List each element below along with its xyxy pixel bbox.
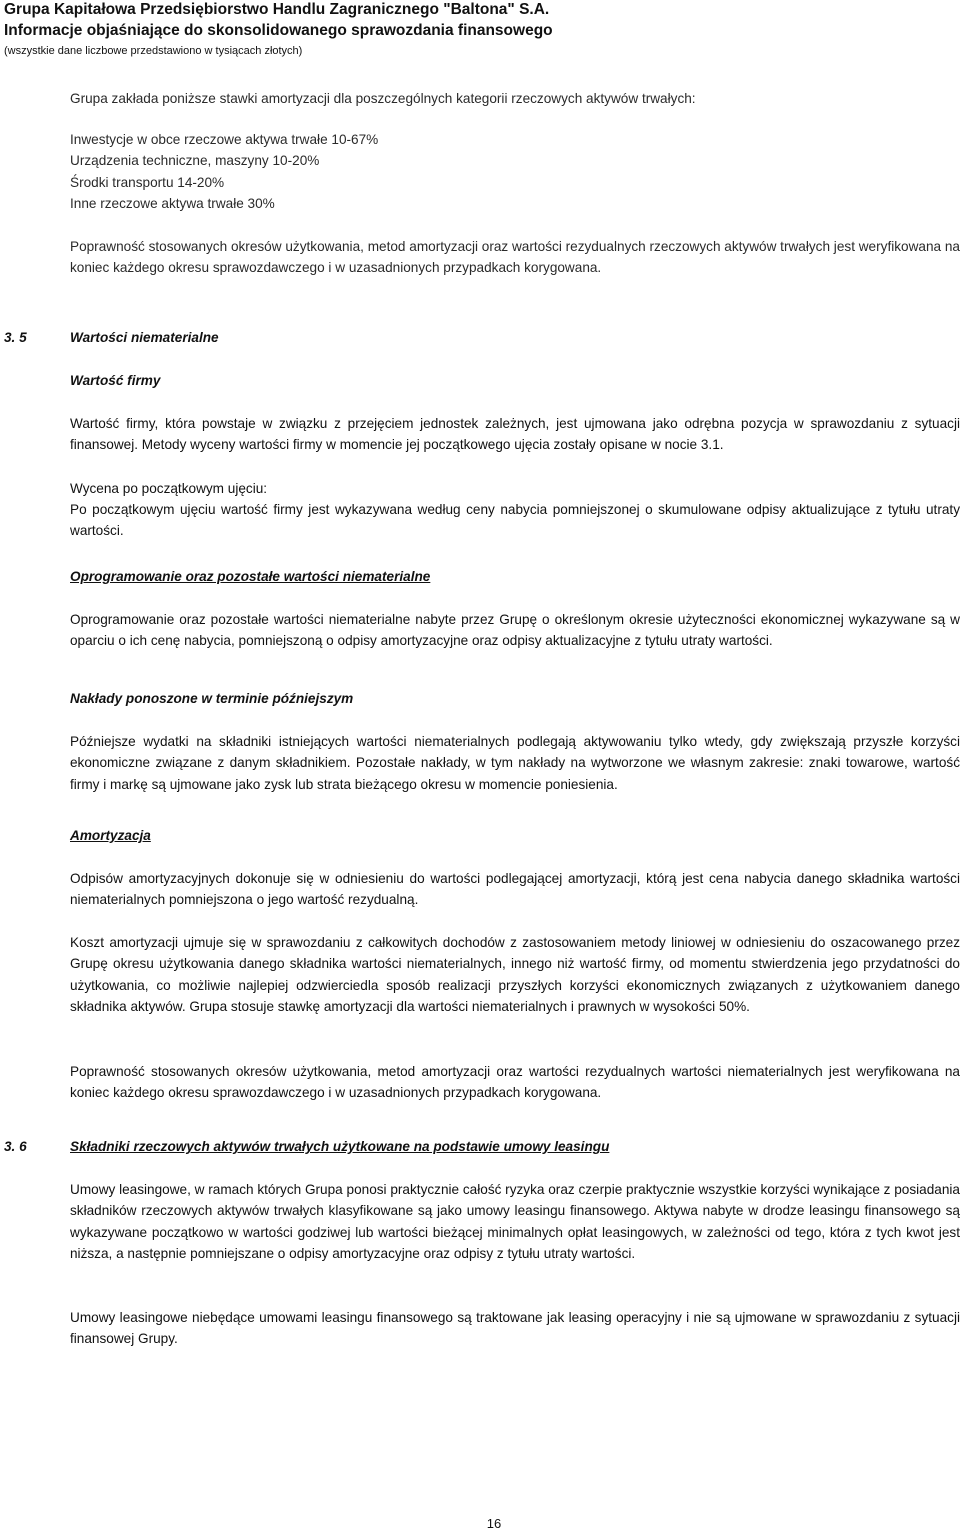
rate-item: Urządzenia techniczne, maszyny 10-20% [70, 153, 320, 169]
section-title: Składniki rzeczowych aktywów trwałych użytkowane na podstawie umowy leasingu [70, 1139, 610, 1154]
amortization-paragraph-3: Poprawność stosowanych okresów użytkowania, metod amortyzacji oraz wartości rezydualnych wartości niematerialnych jest weryfikowana na koniec każdego okresu sprawozdawczego i w uzasadnionych przypadkach korygowana. [70, 1064, 960, 1101]
subsection-heading-amortization: Amortyzacja [70, 828, 151, 843]
amortization-paragraph-2: Koszt amortyzacji ujmuje się w sprawozdaniu z całkowitych dochodów z zastosowaniem metody liniowej w odniesieniu do oszacowanego przez Grupę okresu użytkowania danego składnika wartości niematerialnych, innego niż wartość firmy, od momentu stwierdzenia jego przydatności do użytkowania, co możliwie najlepiej odzwierciedla sposób realizacji przyszłych korzyści ekonomicznych związanych z użytkowaniem danego składnika aktywów. Grupa stosuje stawkę amortyzacji dla wartości niematerialnych i prawnych w wysokości 50%. [70, 935, 960, 1015]
goodwill-valuation-text: Po początkowym ujęciu wartość firmy jest wykazywana według ceny nabycia pomniejszonej o skumulowane odpisy aktualizujące z tytułu utraty wartości. [70, 502, 960, 539]
rate-item: Środki transportu 14-20% [70, 174, 225, 190]
goodwill-valuation-label: Wycena po początkowym ujęciu: [70, 481, 268, 496]
leasing-paragraph-2: Umowy leasingowe niebędące umowami leasingu finansowego są traktowane jak leasing operacyjny i nie są ujmowane w sprawozdaniu z sytuacji finansowej Grupy. [70, 1310, 960, 1347]
company-name: Grupa Kapitałowa Przedsiębiorstwo Handlu Zagranicznego "Baltona" S.A. [4, 1, 550, 18]
software-paragraph: Oprogramowanie oraz pozostałe wartości niematerialne nabyte przez Grupę o określonym okresie użyteczności ekonomicznej wykazywane są w oparciu o ich cenę nabycia, pomniejszoną o odpisy amortyzacyjne oraz odpisy aktualizacyjne z tytułu utraty wartości. [70, 612, 960, 649]
page-number: 16 [486, 1516, 502, 1531]
subsection-heading-software: Oprogramowanie oraz pozostałe wartości niematerialne [70, 569, 431, 584]
goodwill-paragraph: Wartość firmy, która powstaje w związku z przejęciem jednostek zależnych, jest ujmowana jako odrębna pozycja w sprawozdaniu z sytuacji finansowej. Metody wyceny wartości firmy w momencie jej początkowego ujęcia zostały opisane w nocie 3.1. [70, 416, 960, 453]
subsection-heading-goodwill: Wartość firmy [70, 373, 161, 388]
section-title: Wartości niematerialne [70, 330, 219, 345]
page-header [4, 0, 954, 59]
units-note: (wszystkie dane liczbowe przedstawiono w tysiącach złotych) [4, 45, 303, 57]
amortization-paragraph-1: Odpisów amortyzacyjnych dokonuje się w odniesieniu do wartości podlegającej amortyzacji, którą jest cena nabycia danego składnika wartości niematerialnych pomniejszona o jego wartość rezydualną. [70, 871, 960, 908]
rate-item: Inne rzeczowe aktywa trwałe 30% [70, 196, 275, 212]
rate-item: Inwestycje w obce rzeczowe aktywa trwałe 10-67% [70, 132, 379, 147]
section-number: 3. 6 [4, 1139, 27, 1154]
leasing-paragraph-1: Umowy leasingowe, w ramach których Grupa ponosi praktycznie całość ryzyka oraz czerpie praktycznie wszystkie korzyści wynikające z posiadania składników rzeczowych aktywów trwałych klasyfikowane są jako umowy leasingu finansowego. Aktywa nabyte w drodze leasingu finansowego są wykazywane początkowo w wartości godziwej lub wartości bieżącej minimalnych opłat leasingowych, w zależności od tego, która z tych kwot jest niższa, a następnie pomniejszane o odpisy amortyzacyjne oraz odpisy z tytułu utraty wartości. [70, 1182, 960, 1262]
subsection-heading-later-costs: Nakłady ponoszone w terminie późniejszym [70, 691, 354, 706]
depreciation-rates-list [70, 129, 960, 215]
section-number: 3. 5 [4, 330, 27, 345]
depreciation-verification: Poprawność stosowanych okresów użytkowania, metod amortyzacji oraz wartości rezydualnych rzeczowych aktywów trwałych jest weryfikowana na koniec każdego okresu sprawozdawczego i w uzasadnionych przypadkach korygowana. [70, 239, 960, 276]
depreciation-intro: Grupa zakłada poniższe stawki amortyzacji dla poszczególnych kategorii rzeczowych aktywów trwałych: [70, 91, 696, 106]
report-title: Informacje objaśniające do skonsolidowanego sprawozdania finansowego [4, 22, 553, 39]
later-costs-paragraph: Późniejsze wydatki na składniki istniejących wartości niematerialnych podlegają aktywowaniu tylko wtedy, gdy zwiększają przyszłe korzyści ekonomiczne związane z danym składnikiem. Pozostałe nakłady, w tym nakłady na wytworzone we własnym zakresie: znaki towarowe, wartość firmy i markę są ujmowane jako zysk lub strata bieżącego okresu w momencie poniesienia. [70, 734, 960, 792]
